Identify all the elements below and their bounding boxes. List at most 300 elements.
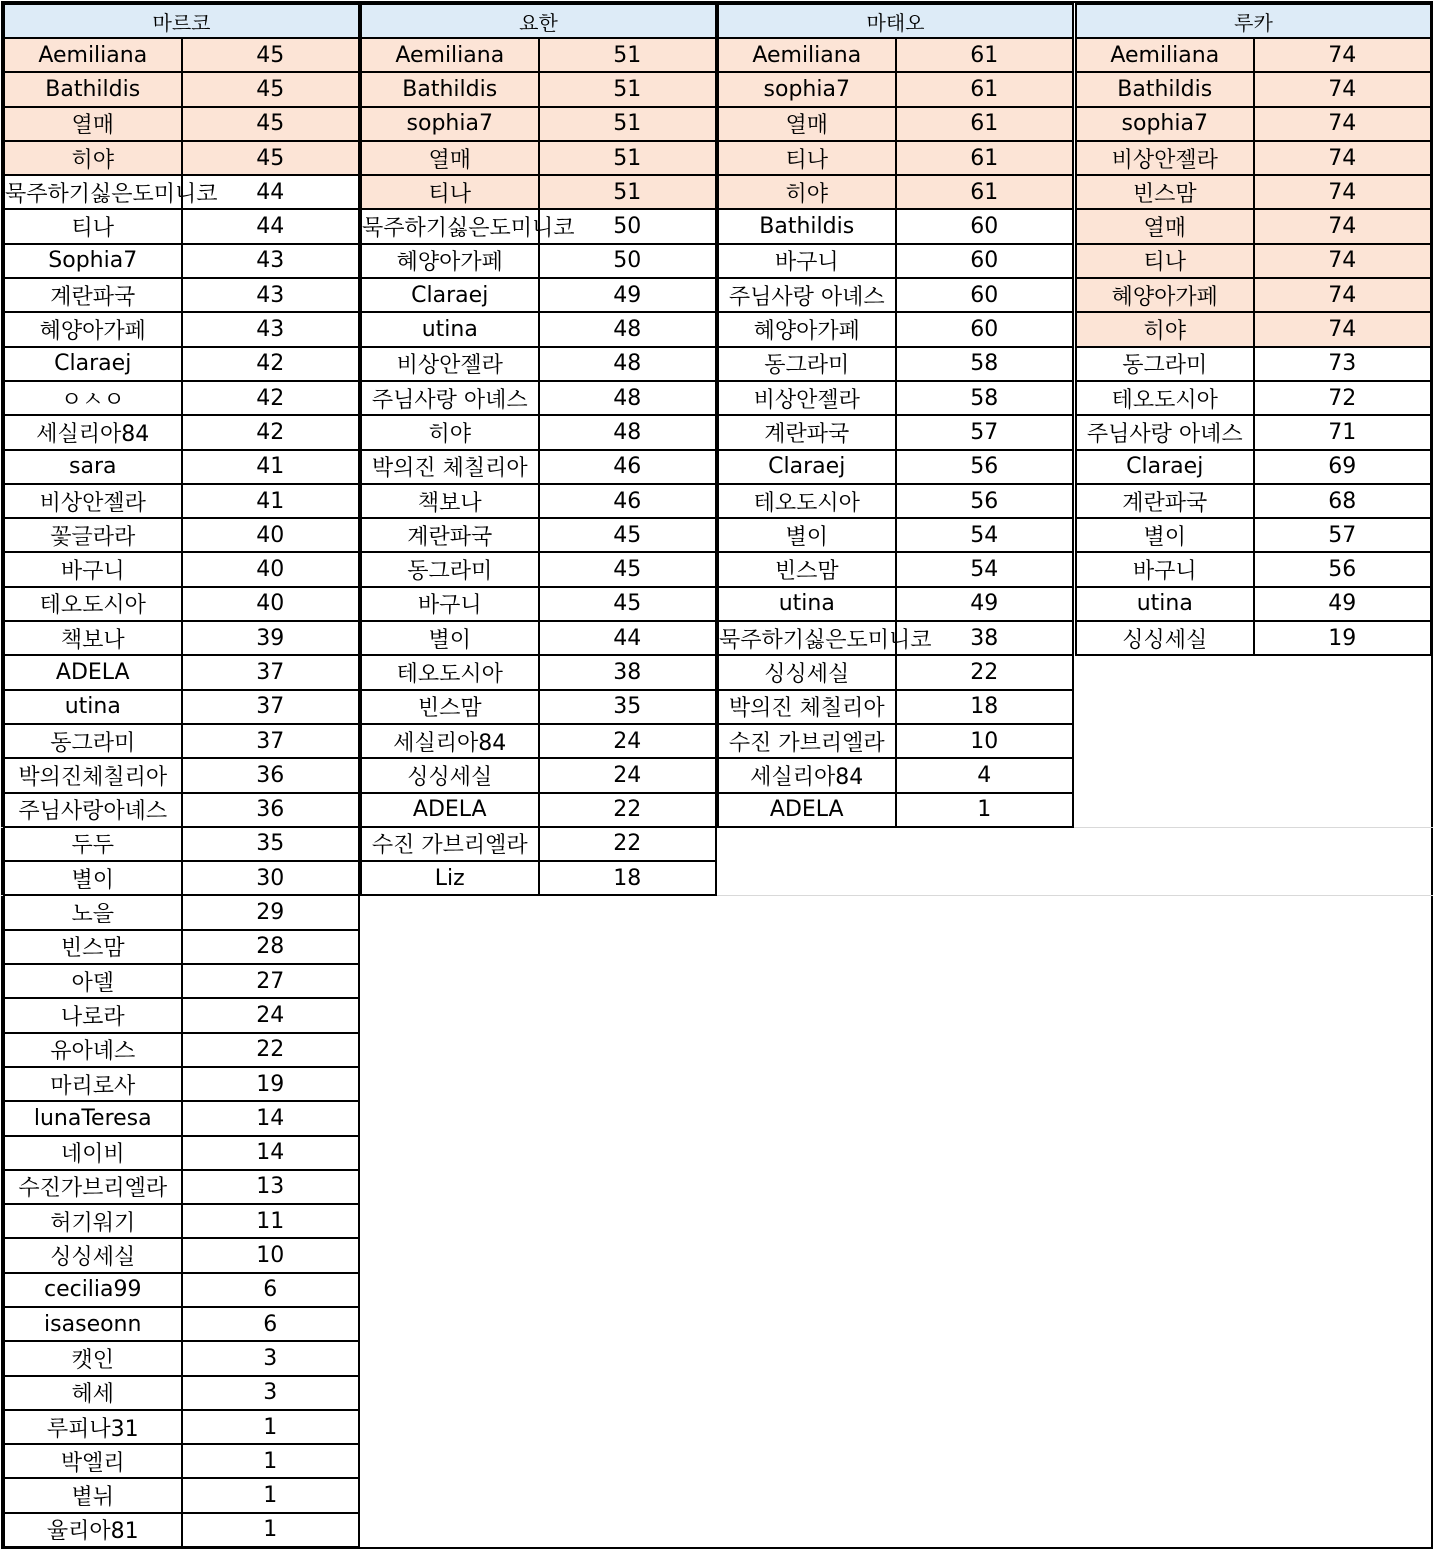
- table-row: [361, 209, 716, 243]
- table-row: [4, 724, 359, 758]
- name-cell[interactable]: 나로라: [4, 998, 182, 1032]
- table-row: [718, 450, 1073, 484]
- name-cell[interactable]: 마리로사: [4, 1067, 182, 1101]
- name-cell[interactable]: 히야: [718, 175, 896, 209]
- score-cell[interactable]: 24: [539, 758, 717, 792]
- score-cell[interactable]: 22: [539, 793, 717, 827]
- score-cell[interactable]: 74: [1254, 107, 1432, 141]
- score-cell[interactable]: 43: [182, 244, 360, 278]
- table-row: [361, 861, 716, 895]
- table-row: [4, 1238, 359, 1272]
- name-cell[interactable]: 티나: [361, 175, 539, 209]
- score-cell[interactable]: 48: [539, 312, 717, 346]
- score-cell[interactable]: 51: [539, 175, 717, 209]
- score-cell[interactable]: 3: [182, 1376, 360, 1410]
- table-row: [1076, 278, 1431, 312]
- table-row: [361, 244, 716, 278]
- name-cell[interactable]: 티나: [1076, 244, 1254, 278]
- score-cell[interactable]: 14: [182, 1101, 360, 1135]
- score-table: [717, 3, 1074, 828]
- name-cell[interactable]: 별이: [4, 861, 182, 895]
- name-cell[interactable]: 두두: [4, 827, 182, 861]
- table-row: [4, 141, 359, 175]
- table-row: [1076, 141, 1431, 175]
- name-cell[interactable]: 묵주하기싫은도미니코: [4, 175, 182, 209]
- table-row: [718, 793, 1073, 827]
- table-row: [1076, 552, 1431, 586]
- name-cell[interactable]: utina: [4, 690, 182, 724]
- score-cell[interactable]: 74: [1254, 175, 1432, 209]
- name-cell[interactable]: 빈스맘: [361, 690, 539, 724]
- name-cell[interactable]: 바구니: [361, 587, 539, 621]
- table-row: [361, 278, 716, 312]
- score-cell[interactable]: 51: [539, 141, 717, 175]
- name-cell[interactable]: 책보나: [4, 621, 182, 655]
- name-cell[interactable]: 세실리아84: [361, 724, 539, 758]
- table-row: [4, 1067, 359, 1101]
- group-table-matthew: [717, 3, 1074, 828]
- name-cell[interactable]: 박의진 체칠리아: [718, 690, 896, 724]
- score-cell[interactable]: 45: [182, 107, 360, 141]
- table-row: [361, 450, 716, 484]
- name-cell[interactable]: 유아녜스: [4, 1033, 182, 1067]
- table-row: [361, 793, 716, 827]
- score-cell[interactable]: 72: [1254, 381, 1432, 415]
- table-row: [361, 724, 716, 758]
- name-cell[interactable]: 주님사랑아녜스: [4, 793, 182, 827]
- table-row: [361, 621, 716, 655]
- score-cell[interactable]: 58: [896, 347, 1074, 381]
- name-cell[interactable]: 티나: [4, 209, 182, 243]
- name-cell[interactable]: 수진가브리엘라: [4, 1170, 182, 1204]
- table-row: [4, 552, 359, 586]
- score-cell[interactable]: 3: [182, 1341, 360, 1375]
- table-row: [4, 1410, 359, 1444]
- table-row: [4, 209, 359, 243]
- table-row: [1076, 450, 1431, 484]
- name-cell[interactable]: sara: [4, 450, 182, 484]
- table-row: [718, 415, 1073, 449]
- name-cell[interactable]: 바구니: [718, 244, 896, 278]
- score-cell[interactable]: 48: [539, 347, 717, 381]
- name-cell[interactable]: 히야: [1076, 312, 1254, 346]
- score-cell[interactable]: 56: [1254, 552, 1432, 586]
- name-cell[interactable]: 비상안젤라: [718, 381, 896, 415]
- score-cell[interactable]: 68: [1254, 484, 1432, 518]
- score-cell[interactable]: 48: [539, 415, 717, 449]
- name-cell[interactable]: 계란파국: [718, 415, 896, 449]
- score-cell[interactable]: 74: [1254, 312, 1432, 346]
- table-row: [361, 827, 716, 861]
- name-cell[interactable]: sophia7: [361, 107, 539, 141]
- name-cell[interactable]: 캣인: [4, 1341, 182, 1375]
- score-cell[interactable]: 60: [896, 312, 1074, 346]
- table-row: [1076, 621, 1431, 655]
- group-header[interactable]: 마태오: [718, 4, 1073, 38]
- name-cell[interactable]: Claraej: [718, 450, 896, 484]
- name-cell[interactable]: Claraej: [1076, 450, 1254, 484]
- name-cell[interactable]: 박의진 체칠리아: [361, 450, 539, 484]
- score-cell[interactable]: 22: [182, 1033, 360, 1067]
- table-row: [4, 930, 359, 964]
- score-cell[interactable]: 35: [539, 690, 717, 724]
- name-cell[interactable]: 빈스맘: [1076, 175, 1254, 209]
- table-row: [1076, 107, 1431, 141]
- score-cell[interactable]: 19: [1254, 621, 1432, 655]
- score-cell[interactable]: 1: [182, 1478, 360, 1512]
- table-row: [4, 1273, 359, 1307]
- score-cell[interactable]: 29: [182, 895, 360, 929]
- name-cell[interactable]: 히야: [361, 415, 539, 449]
- name-cell[interactable]: 싱싱세실: [4, 1238, 182, 1272]
- score-cell[interactable]: 49: [539, 278, 717, 312]
- score-cell[interactable]: 27: [182, 964, 360, 998]
- name-cell[interactable]: 싱싱세실: [718, 655, 896, 689]
- table-row: [361, 107, 716, 141]
- name-cell[interactable]: 싱싱세실: [1076, 621, 1254, 655]
- group-table-john: [360, 3, 717, 896]
- name-cell[interactable]: 율리아81: [4, 1513, 182, 1547]
- score-cell[interactable]: 42: [182, 415, 360, 449]
- score-cell[interactable]: 73: [1254, 347, 1432, 381]
- score-cell[interactable]: 42: [182, 347, 360, 381]
- table-row: [1076, 415, 1431, 449]
- table-row: [718, 278, 1073, 312]
- score-cell[interactable]: 46: [539, 484, 717, 518]
- name-cell[interactable]: 열매: [718, 107, 896, 141]
- score-cell[interactable]: 45: [182, 141, 360, 175]
- group-header[interactable]: 마르코: [4, 4, 359, 38]
- table-row: [4, 244, 359, 278]
- name-cell[interactable]: 동그라미: [361, 552, 539, 586]
- table-row: [4, 312, 359, 346]
- score-cell[interactable]: 74: [1254, 278, 1432, 312]
- score-cell[interactable]: 54: [896, 518, 1074, 552]
- name-cell[interactable]: 빈스맘: [4, 930, 182, 964]
- score-cell[interactable]: 22: [896, 655, 1074, 689]
- name-cell[interactable]: Claraej: [4, 347, 182, 381]
- name-cell[interactable]: Bathildis: [1076, 72, 1254, 106]
- score-cell[interactable]: 1: [896, 793, 1074, 827]
- name-cell[interactable]: 혜양아가페: [361, 244, 539, 278]
- table-row: [1076, 484, 1431, 518]
- name-cell[interactable]: 별이: [361, 621, 539, 655]
- name-cell[interactable]: 비상안젤라: [1076, 141, 1254, 175]
- score-cell[interactable]: 54: [896, 552, 1074, 586]
- score-cell[interactable]: 35: [182, 827, 360, 861]
- name-cell[interactable]: utina: [1076, 587, 1254, 621]
- table-row: [4, 1307, 359, 1341]
- group-header[interactable]: 요한: [361, 4, 716, 38]
- name-cell[interactable]: 테오도시아: [1076, 381, 1254, 415]
- name-cell[interactable]: 빈스맘: [718, 552, 896, 586]
- name-cell[interactable]: 동그라미: [1076, 347, 1254, 381]
- name-cell[interactable]: Bathildis: [361, 72, 539, 106]
- name-cell[interactable]: 주님사랑 아녜스: [718, 278, 896, 312]
- score-cell[interactable]: 30: [182, 861, 360, 895]
- table-row: [1076, 38, 1431, 72]
- score-cell[interactable]: 22: [539, 827, 717, 861]
- name-cell[interactable]: utina: [361, 312, 539, 346]
- score-cell[interactable]: 61: [896, 175, 1074, 209]
- score-cell[interactable]: 71: [1254, 415, 1432, 449]
- score-cell[interactable]: 69: [1254, 450, 1432, 484]
- name-cell[interactable]: 헤세: [4, 1376, 182, 1410]
- score-table: [1075, 3, 1432, 656]
- table-row: [361, 72, 716, 106]
- name-cell[interactable]: Sophia7: [4, 244, 182, 278]
- score-cell[interactable]: 42: [182, 381, 360, 415]
- score-cell[interactable]: 44: [182, 209, 360, 243]
- score-cell[interactable]: 36: [182, 793, 360, 827]
- score-cell[interactable]: 14: [182, 1136, 360, 1170]
- table-row: [4, 758, 359, 792]
- name-cell[interactable]: 열매: [1076, 209, 1254, 243]
- name-cell[interactable]: 혜양아가페: [718, 312, 896, 346]
- name-cell[interactable]: 계란파국: [1076, 484, 1254, 518]
- score-cell[interactable]: 10: [896, 724, 1074, 758]
- score-cell[interactable]: 10: [182, 1238, 360, 1272]
- name-cell[interactable]: lunaTeresa: [4, 1101, 182, 1135]
- score-cell[interactable]: 74: [1254, 72, 1432, 106]
- score-cell[interactable]: 45: [539, 587, 717, 621]
- name-cell[interactable]: Liz: [361, 861, 539, 895]
- table-row: [361, 552, 716, 586]
- table-row: [361, 175, 716, 209]
- name-cell[interactable]: ㅇㅅㅇ: [4, 381, 182, 415]
- score-cell[interactable]: 50: [539, 244, 717, 278]
- name-cell[interactable]: ADELA: [361, 793, 539, 827]
- name-cell[interactable]: 박엘리: [4, 1444, 182, 1478]
- score-cell[interactable]: 13: [182, 1170, 360, 1204]
- score-cell[interactable]: 18: [896, 690, 1074, 724]
- name-cell[interactable]: sophia7: [718, 72, 896, 106]
- score-cell[interactable]: 61: [896, 141, 1074, 175]
- score-cell[interactable]: 61: [896, 107, 1074, 141]
- name-cell[interactable]: 바구니: [4, 552, 182, 586]
- name-cell[interactable]: 별이: [1076, 518, 1254, 552]
- name-cell[interactable]: 세실리아84: [718, 758, 896, 792]
- score-cell[interactable]: 49: [1254, 587, 1432, 621]
- score-cell[interactable]: 58: [896, 381, 1074, 415]
- score-cell[interactable]: 74: [1254, 209, 1432, 243]
- score-cell[interactable]: 45: [539, 518, 717, 552]
- table-row: [4, 1204, 359, 1238]
- score-cell[interactable]: 41: [182, 484, 360, 518]
- name-cell[interactable]: Aemiliana: [1076, 38, 1254, 72]
- score-cell[interactable]: 56: [896, 484, 1074, 518]
- table-row: [361, 758, 716, 792]
- name-cell[interactable]: 세실리아84: [4, 415, 182, 449]
- name-cell[interactable]: 계란파국: [361, 518, 539, 552]
- name-cell[interactable]: 네이비: [4, 1136, 182, 1170]
- name-cell[interactable]: 비상안젤라: [4, 484, 182, 518]
- table-row: [361, 38, 716, 72]
- table-row: [361, 655, 716, 689]
- name-cell[interactable]: 비상안젤라: [361, 347, 539, 381]
- table-row: [718, 518, 1073, 552]
- name-cell[interactable]: cecilia99: [4, 1273, 182, 1307]
- score-cell[interactable]: 24: [539, 724, 717, 758]
- score-cell[interactable]: 51: [539, 72, 717, 106]
- name-cell[interactable]: 열매: [361, 141, 539, 175]
- score-cell[interactable]: 50: [539, 209, 717, 243]
- score-cell[interactable]: 40: [182, 518, 360, 552]
- score-cell[interactable]: 49: [896, 587, 1074, 621]
- score-cell[interactable]: 48: [539, 381, 717, 415]
- name-cell[interactable]: Bathildis: [4, 72, 182, 106]
- name-cell[interactable]: 볕뉘: [4, 1478, 182, 1512]
- score-cell[interactable]: 24: [182, 998, 360, 1032]
- score-cell[interactable]: 40: [182, 587, 360, 621]
- score-cell[interactable]: 57: [1254, 518, 1432, 552]
- table-row: [4, 621, 359, 655]
- score-cell[interactable]: 38: [539, 655, 717, 689]
- score-cell[interactable]: 74: [1254, 38, 1432, 72]
- score-cell[interactable]: 6: [182, 1307, 360, 1341]
- table-row: [4, 964, 359, 998]
- score-cell[interactable]: 60: [896, 278, 1074, 312]
- name-cell[interactable]: 수진 가브리엘라: [718, 724, 896, 758]
- score-cell[interactable]: 18: [539, 861, 717, 895]
- score-cell[interactable]: 45: [182, 38, 360, 72]
- name-cell[interactable]: ADELA: [4, 655, 182, 689]
- table-row: [4, 1513, 359, 1547]
- score-cell[interactable]: 60: [896, 209, 1074, 243]
- score-cell[interactable]: 57: [896, 415, 1074, 449]
- score-cell[interactable]: 41: [182, 450, 360, 484]
- score-cell[interactable]: 43: [182, 312, 360, 346]
- score-cell[interactable]: 1: [182, 1513, 360, 1547]
- score-cell[interactable]: 37: [182, 655, 360, 689]
- score-cell[interactable]: 1: [182, 1444, 360, 1478]
- table-row: [361, 141, 716, 175]
- name-cell[interactable]: ADELA: [718, 793, 896, 827]
- name-cell[interactable]: 열매: [4, 107, 182, 141]
- table-row: [718, 38, 1073, 72]
- score-cell[interactable]: 37: [182, 724, 360, 758]
- name-cell[interactable]: 테오도시아: [4, 587, 182, 621]
- score-cell[interactable]: 51: [539, 107, 717, 141]
- table-row: [4, 793, 359, 827]
- name-cell[interactable]: 계란파국: [4, 278, 182, 312]
- name-cell[interactable]: Claraej: [361, 278, 539, 312]
- table-row: [718, 209, 1073, 243]
- table-row: [361, 587, 716, 621]
- table-row: [361, 347, 716, 381]
- table-row: [1076, 244, 1431, 278]
- name-cell[interactable]: 박의진체칠리아: [4, 758, 182, 792]
- score-cell[interactable]: 44: [182, 175, 360, 209]
- table-row: [361, 381, 716, 415]
- score-cell[interactable]: 74: [1254, 141, 1432, 175]
- score-cell[interactable]: 40: [182, 552, 360, 586]
- score-cell[interactable]: 4: [896, 758, 1074, 792]
- table-row: [1076, 518, 1431, 552]
- score-cell[interactable]: 6: [182, 1273, 360, 1307]
- name-cell[interactable]: 히야: [4, 141, 182, 175]
- name-cell[interactable]: 주님사랑 아녜스: [1076, 415, 1254, 449]
- name-cell[interactable]: 꽃글라라: [4, 518, 182, 552]
- table-row: [718, 72, 1073, 106]
- name-cell[interactable]: 루피나31: [4, 1410, 182, 1444]
- name-cell[interactable]: Aemiliana: [361, 38, 539, 72]
- name-cell[interactable]: sophia7: [1076, 107, 1254, 141]
- table-row: [718, 552, 1073, 586]
- score-cell[interactable]: 74: [1254, 244, 1432, 278]
- name-cell[interactable]: 허기워기: [4, 1204, 182, 1238]
- name-cell[interactable]: Bathildis: [718, 209, 896, 243]
- table-row: [4, 107, 359, 141]
- group-table-luke: [1075, 3, 1432, 656]
- table-row: [4, 690, 359, 724]
- name-cell[interactable]: 아델: [4, 964, 182, 998]
- table-row: [1076, 209, 1431, 243]
- score-cell[interactable]: 39: [182, 621, 360, 655]
- name-cell[interactable]: utina: [718, 587, 896, 621]
- table-row: [4, 1033, 359, 1067]
- score-cell[interactable]: 60: [896, 244, 1074, 278]
- name-cell[interactable]: 혜양아가페: [1076, 278, 1254, 312]
- score-cell[interactable]: 1: [182, 1410, 360, 1444]
- name-cell[interactable]: 주님사랑 아녜스: [361, 381, 539, 415]
- table-row: [4, 38, 359, 72]
- name-cell[interactable]: 수진 가브리엘라: [361, 827, 539, 861]
- group-header[interactable]: 루카: [1076, 4, 1431, 38]
- score-cell[interactable]: 11: [182, 1204, 360, 1238]
- score-cell[interactable]: 36: [182, 758, 360, 792]
- score-cell[interactable]: 28: [182, 930, 360, 964]
- score-cell[interactable]: 46: [539, 450, 717, 484]
- name-cell[interactable]: 묵주하기싫은도미니코: [361, 209, 539, 243]
- name-cell[interactable]: isaseonn: [4, 1307, 182, 1341]
- table-row: [1076, 312, 1431, 346]
- name-cell[interactable]: 묵주하기싫은도미니코: [718, 621, 896, 655]
- table-row: [718, 690, 1073, 724]
- score-cell[interactable]: 43: [182, 278, 360, 312]
- score-cell[interactable]: 51: [539, 38, 717, 72]
- name-cell[interactable]: Aemiliana: [4, 38, 182, 72]
- table-row: [361, 518, 716, 552]
- name-cell[interactable]: 별이: [718, 518, 896, 552]
- table-row: [4, 1341, 359, 1375]
- table-row: [1076, 175, 1431, 209]
- name-cell[interactable]: 테오도시아: [718, 484, 896, 518]
- score-cell[interactable]: 45: [182, 72, 360, 106]
- name-cell[interactable]: 동그라미: [718, 347, 896, 381]
- score-cell[interactable]: 19: [182, 1067, 360, 1101]
- name-cell[interactable]: 테오도시아: [361, 655, 539, 689]
- name-cell[interactable]: 싱싱세실: [361, 758, 539, 792]
- table-row: [4, 1444, 359, 1478]
- score-cell[interactable]: 38: [896, 621, 1074, 655]
- name-cell[interactable]: 바구니: [1076, 552, 1254, 586]
- score-cell[interactable]: 61: [896, 38, 1074, 72]
- table-row: [4, 1136, 359, 1170]
- name-cell[interactable]: 혜양아가페: [4, 312, 182, 346]
- score-cell[interactable]: 56: [896, 450, 1074, 484]
- score-cell[interactable]: 37: [182, 690, 360, 724]
- name-cell[interactable]: 노을: [4, 895, 182, 929]
- name-cell[interactable]: 책보나: [361, 484, 539, 518]
- name-cell[interactable]: Aemiliana: [718, 38, 896, 72]
- score-cell[interactable]: 44: [539, 621, 717, 655]
- name-cell[interactable]: 티나: [718, 141, 896, 175]
- score-cell[interactable]: 61: [896, 72, 1074, 106]
- name-cell[interactable]: 동그라미: [4, 724, 182, 758]
- score-cell[interactable]: 45: [539, 552, 717, 586]
- table-row: [718, 587, 1073, 621]
